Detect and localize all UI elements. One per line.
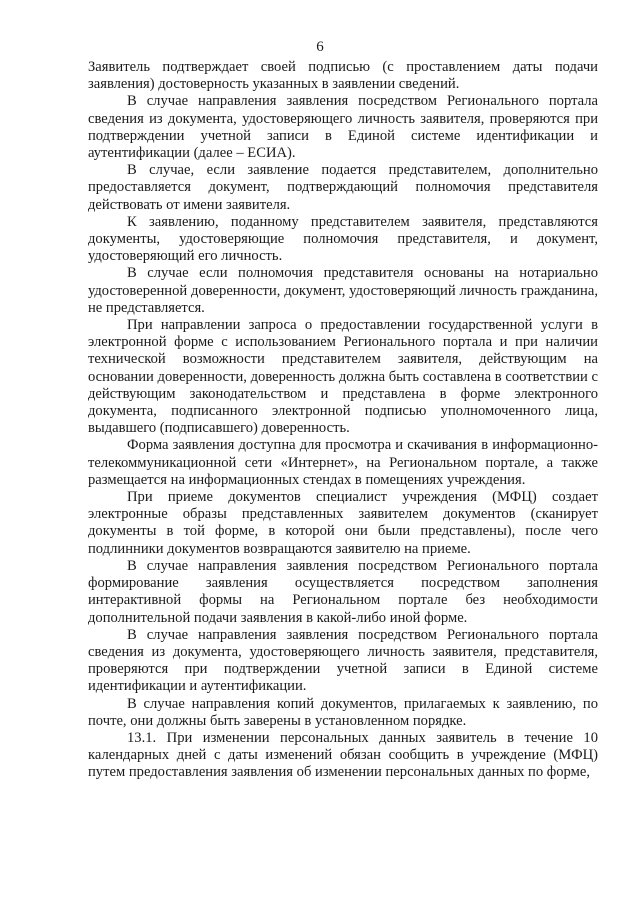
paragraph-electronic-power-of-attorney: При направлении запроса о предоставлении государственной услуги в электронной форме с использованием Регионального портала и при наличии технической возможности представителем заявителя, действующим на основании доверенности, доверенность должна быть составлена в соответствии с действующим законодательством и представлена в форме электронного документа, подписанного электронной подписью уполномоченного лица, выдавшего (подписавшего) доверенность. xyxy=(88,317,598,437)
paragraph-signature-confirmation: Заявитель подтверждает своей подписью (с проставлением даты подачи заявления) достоверность указанных в заявлении сведений. xyxy=(88,59,598,93)
paragraph-document-scanning: При приеме документов специалист учреждения (МФЦ) создает электронные образы представленных заявителем документов (сканирует документы в той форме, в которой они были представлены), после чего подлинники документов возвращаются заявителю на приеме. xyxy=(88,489,598,557)
paragraph-interactive-form: В случае направления заявления посредством Регионального портала формирование заявления осуществляется посредством заполнения интерактивной формы на Региональном портале без необходимости дополнительной подачи заявления в какой-либо иной форме. xyxy=(88,557,598,626)
document-body xyxy=(88,59,598,782)
paragraph-notarized-power-of-attorney: В случае если полномочия представителя основаны на нотариально удостоверенной доверенности, документ, удостоверяющий личность гражданина, не представляется. xyxy=(88,265,598,316)
paragraph-mailed-copies: В случае направления копий документов, прилагаемых к заявлению, по почте, они должны быть заверены в установленном порядке. xyxy=(88,695,598,729)
paragraph-representative-document: В случае, если заявление подается представителем, дополнительно предоставляется документ, подтверждающий полномочия представителя действовать от имени заявителя. xyxy=(88,162,598,213)
paragraph-portal-identity-check: В случае направления заявления посредством Регионального портала сведения из документа, удостоверяющего личность заявителя, проверяются при подтверждении учетной записи в Единой системе идентификации и аутентификации (далее – ЕСИА). xyxy=(88,93,598,162)
paragraph-application-form-availability: Форма заявления доступна для просмотра и скачивания в информационно-телекоммуникационной сети «Интернет», на Региональном портале, а также размещается на информационных стендах в помещениях учреждения. xyxy=(88,437,598,488)
paragraph-personal-data-change: 13.1. При изменении персональных данных заявитель в течение 10 календарных дней с даты изменений обязан сообщить в учреждение (МФЦ) путем предоставления заявления об изменении персональных данных по форме, xyxy=(88,729,598,781)
paragraph-representative-identity-check: В случае направления заявления посредством Регионального портала сведения из документа, удостоверяющего личность заявителя, представителя, проверяются при подтверждении учетной записи в Единой системе идентификации и аутентификации. xyxy=(88,626,598,695)
page-number: 6 xyxy=(316,39,324,55)
paragraph-representative-identity: К заявлению, поданному представителем заявителя, представляются документы, удостоверяющие полномочия представителя, и документ, удостоверяющий его личность. xyxy=(88,213,598,265)
